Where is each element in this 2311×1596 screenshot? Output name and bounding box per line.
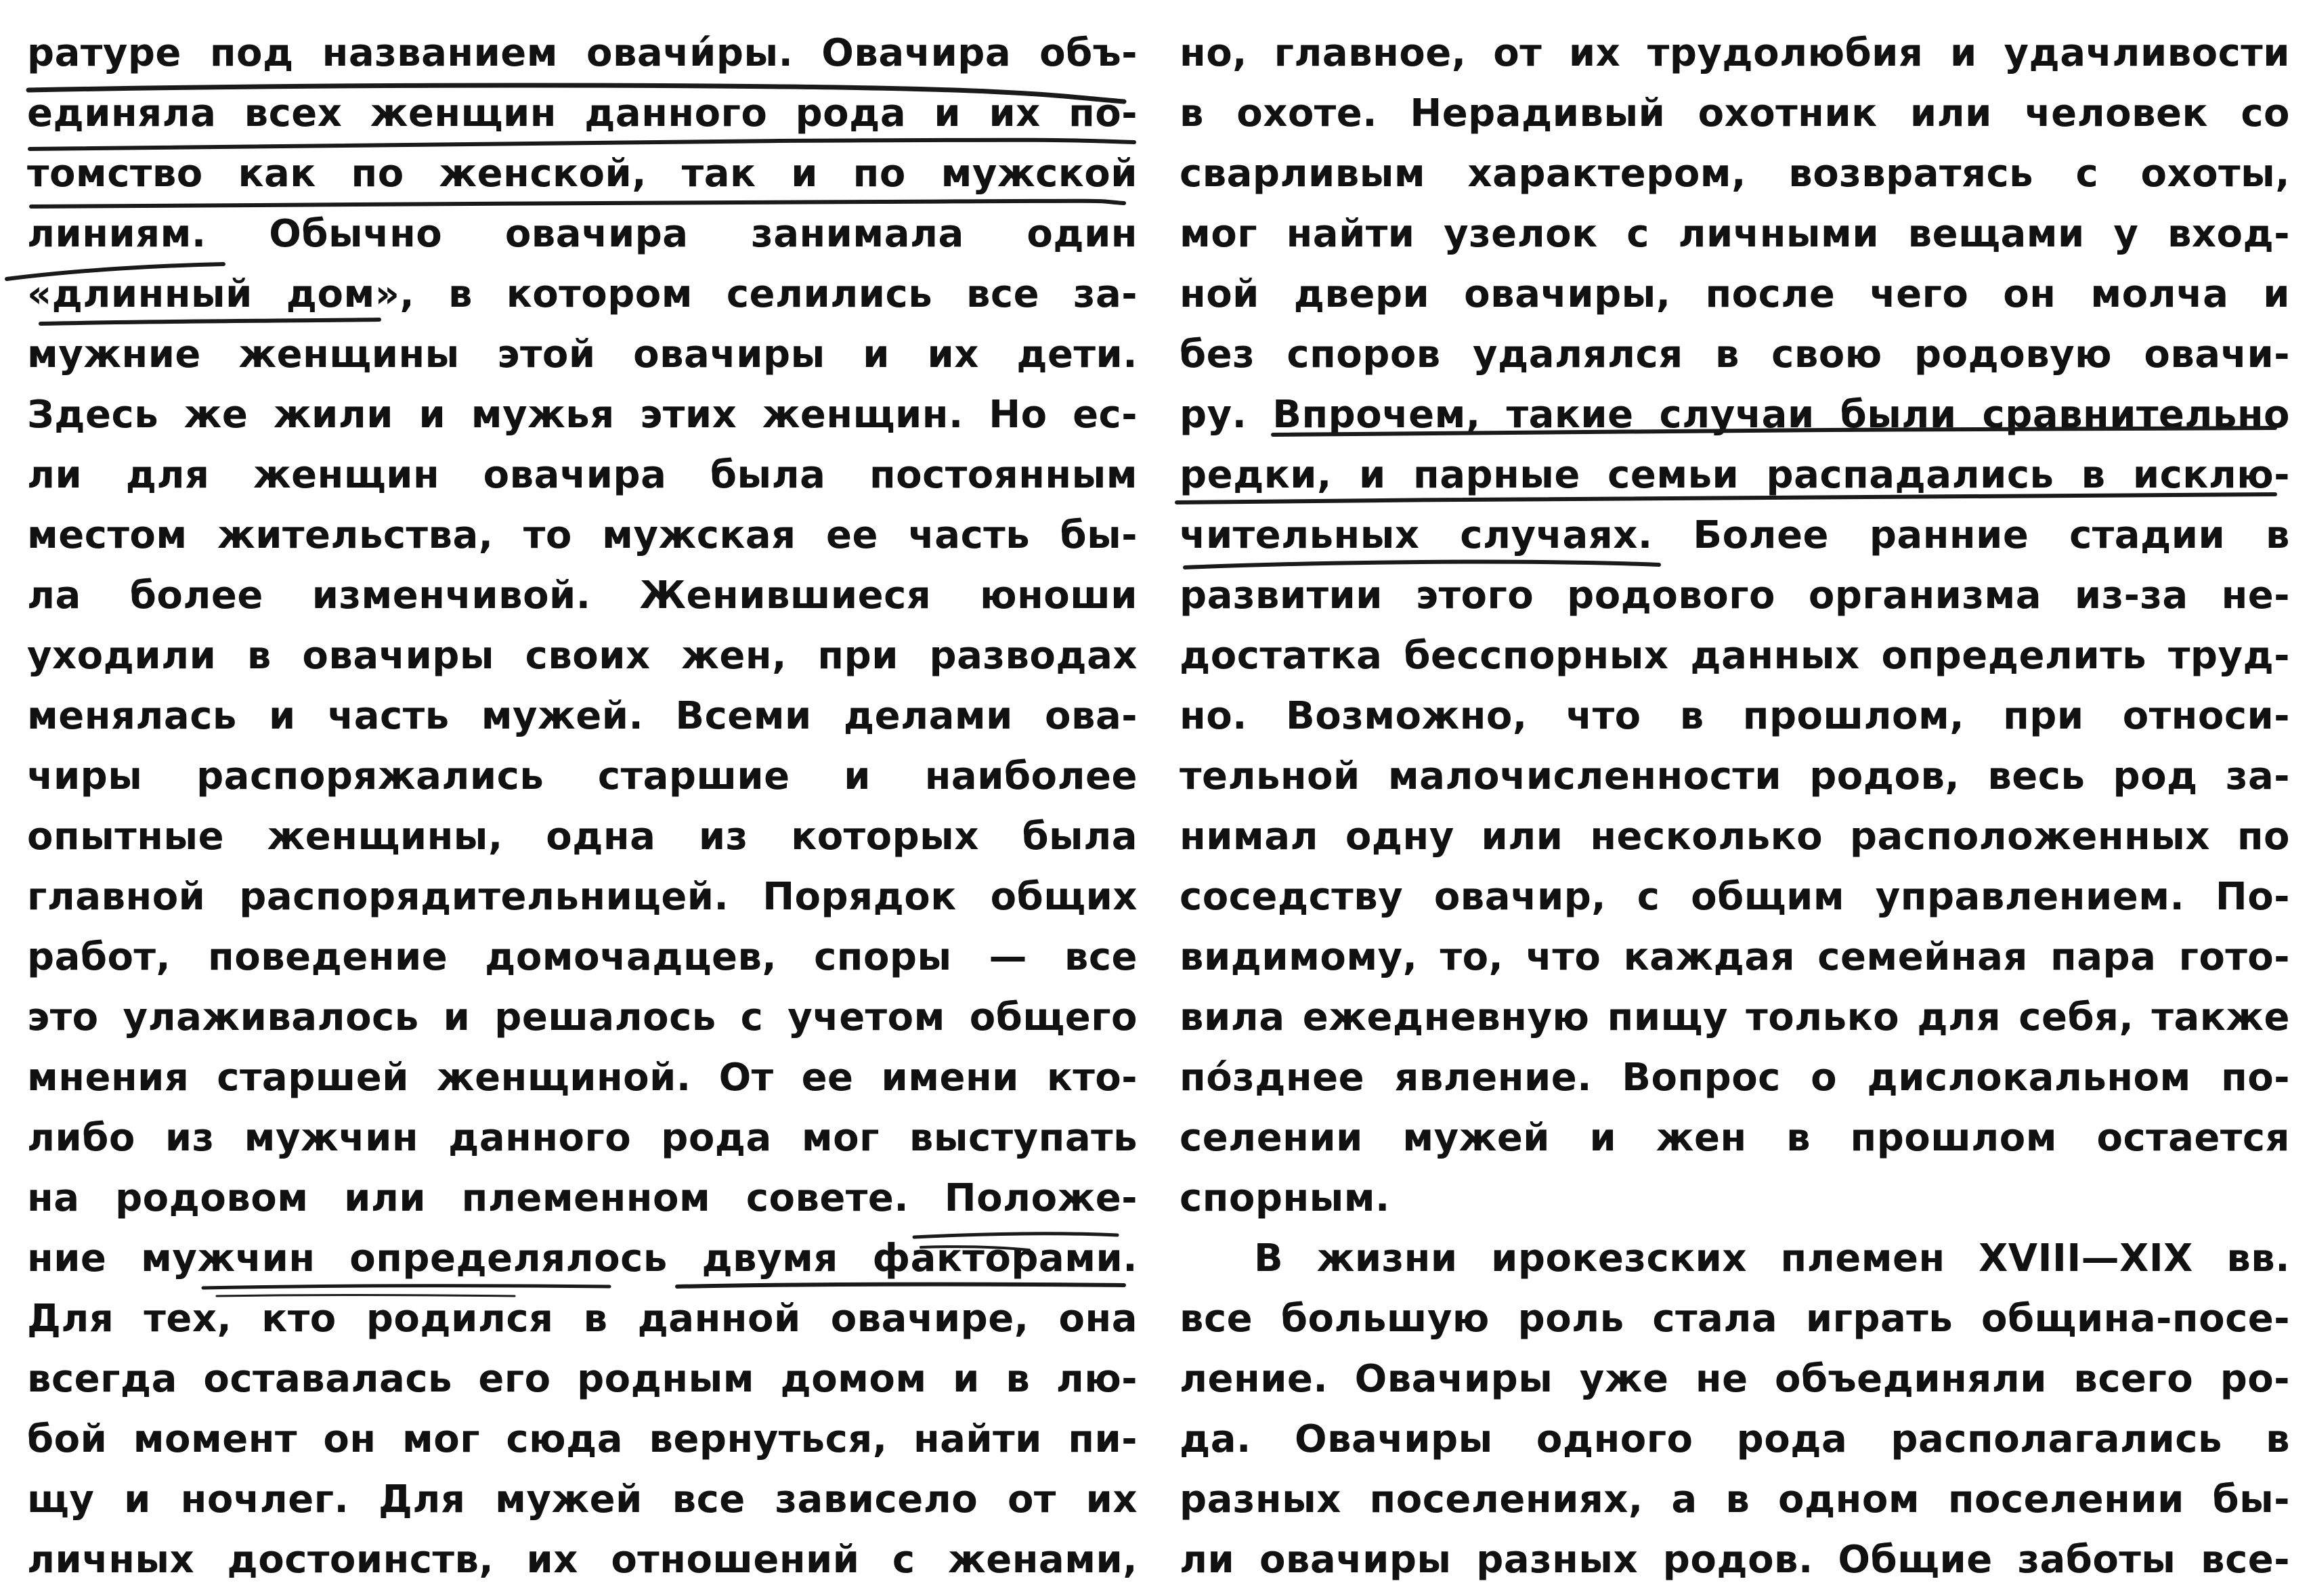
text-line: вила ежедневную пищу только для себя, также: [1180, 995, 2290, 1039]
text-line: тельной малочисленности родов, весь род за-: [1180, 754, 2290, 798]
text-line: мужние женщины этой овачиры и их дети.: [27, 332, 1138, 376]
text-line: опытные женщины, одна из которых была: [27, 815, 1138, 859]
text-line: соседству овачир, с общим управлением. По-: [1180, 875, 2290, 919]
text-line: Для тех, кто родился в данной овачире, она: [27, 1297, 1138, 1341]
text-line: ление. Овачиры уже не объединяли всего ро-: [1180, 1357, 2290, 1401]
text-line: редки, и парные семьи распадались в исклю-: [1180, 453, 2290, 497]
text-line: линиям. Обычно овачира занимала один: [27, 212, 1138, 256]
text-line: мнения старшей женщиной. От ее имени кто-: [27, 1056, 1138, 1100]
text-line: сварливым характером, возвратясь с охоты,: [1180, 152, 2290, 196]
text-line: личных достоинств, их отношений с женами,: [27, 1538, 1138, 1582]
text-line: на родовом или племенном совете. Положе-: [27, 1176, 1138, 1220]
text-line: местом жительства, то мужская ее часть бы-: [27, 513, 1138, 557]
text-line: селении мужей и жен в прошлом остается: [1180, 1116, 2290, 1160]
text-line: это улаживалось и решалось с учетом общего: [27, 995, 1138, 1039]
text-line: ли овачиры разных родов. Общие заботы все-: [1180, 1538, 2290, 1582]
text-line: Здесь же жили и мужья этих женщин. Но ес-: [27, 393, 1138, 437]
text-line: ной двери овачиры, после чего он молча и: [1180, 272, 2290, 316]
text-line: либо из мужчин данного рода мог выступать: [27, 1116, 1138, 1160]
text-line: видимому, то, что каждая семейная пара гото-: [1180, 935, 2290, 979]
text-line: чиры распоряжались старшие и наиболее: [27, 754, 1138, 798]
text-line: ратуре под названием овачи́ры. Овачира объ-: [27, 31, 1138, 75]
text-line: ла более изменчивой. Женившиеся юноши: [27, 574, 1138, 618]
text-line-paragraph-start: В жизни ирокезских племен XVIII—XIX вв.: [1254, 1236, 2290, 1280]
text-line: ние мужчин определялось двумя факторами.: [27, 1236, 1138, 1280]
text-line: но. Возможно, что в прошлом, при относи-: [1180, 694, 2290, 738]
text-line: менялась и часть мужей. Всеми делами ова-: [27, 694, 1138, 738]
text-line: чительных случаях. Более ранние стадии в: [1180, 513, 2290, 557]
text-line: разных поселениях, а в одном поселении бы-: [1180, 1478, 2290, 1522]
text-line: «длинный дом», в котором селились все за-: [27, 272, 1138, 316]
text-line: ру. Впрочем, такие случаи были сравнительно: [1180, 393, 2290, 437]
text-line: уходили в овачиры своих жен, при разводах: [27, 634, 1138, 678]
text-line: нимал одну или несколько расположенных по: [1180, 815, 2290, 859]
text-line: бой момент он мог сюда вернуться, найти пи-: [27, 1417, 1138, 1461]
text-line-paragraph-end: спорным.: [1180, 1176, 1390, 1220]
text-line: без споров удалялся в свою родовую овачи-: [1180, 332, 2290, 376]
text-line: по́зднее явление. Вопрос о дислокальном по-: [1180, 1056, 2290, 1100]
text-line: в охоте. Нерадивый охотник или человек со: [1180, 91, 2290, 135]
text-line: все большую роль стала играть община-посе-: [1180, 1297, 2290, 1341]
right-text-column: [1180, 23, 2290, 1590]
text-line: но, главное, от их трудолюбия и удачливости: [1180, 31, 2290, 75]
text-line: развитии этого родового организма из-за не-: [1180, 574, 2290, 618]
left-text-column: [27, 23, 1138, 1590]
text-line: всегда оставалась его родным домом и в лю-: [27, 1357, 1138, 1401]
text-line: мог найти узелок с личными вещами у вход-: [1180, 212, 2290, 256]
text-line: единяла всех женщин данного рода и их по-: [27, 91, 1138, 135]
text-line: достатка бесспорных данных определить труд-: [1180, 634, 2290, 678]
text-line: главной распорядительницей. Порядок общих: [27, 875, 1138, 919]
text-line: щу и ночлег. Для мужей все зависело от их: [27, 1478, 1138, 1522]
text-line: томство как по женской, так и по мужской: [27, 152, 1138, 196]
text-line: работ, поведение домочадцев, споры — все: [27, 935, 1138, 979]
text-line: ли для женщин овачира была постоянным: [27, 453, 1138, 497]
text-line: да. Овачиры одного рода располагались в: [1180, 1417, 2290, 1461]
